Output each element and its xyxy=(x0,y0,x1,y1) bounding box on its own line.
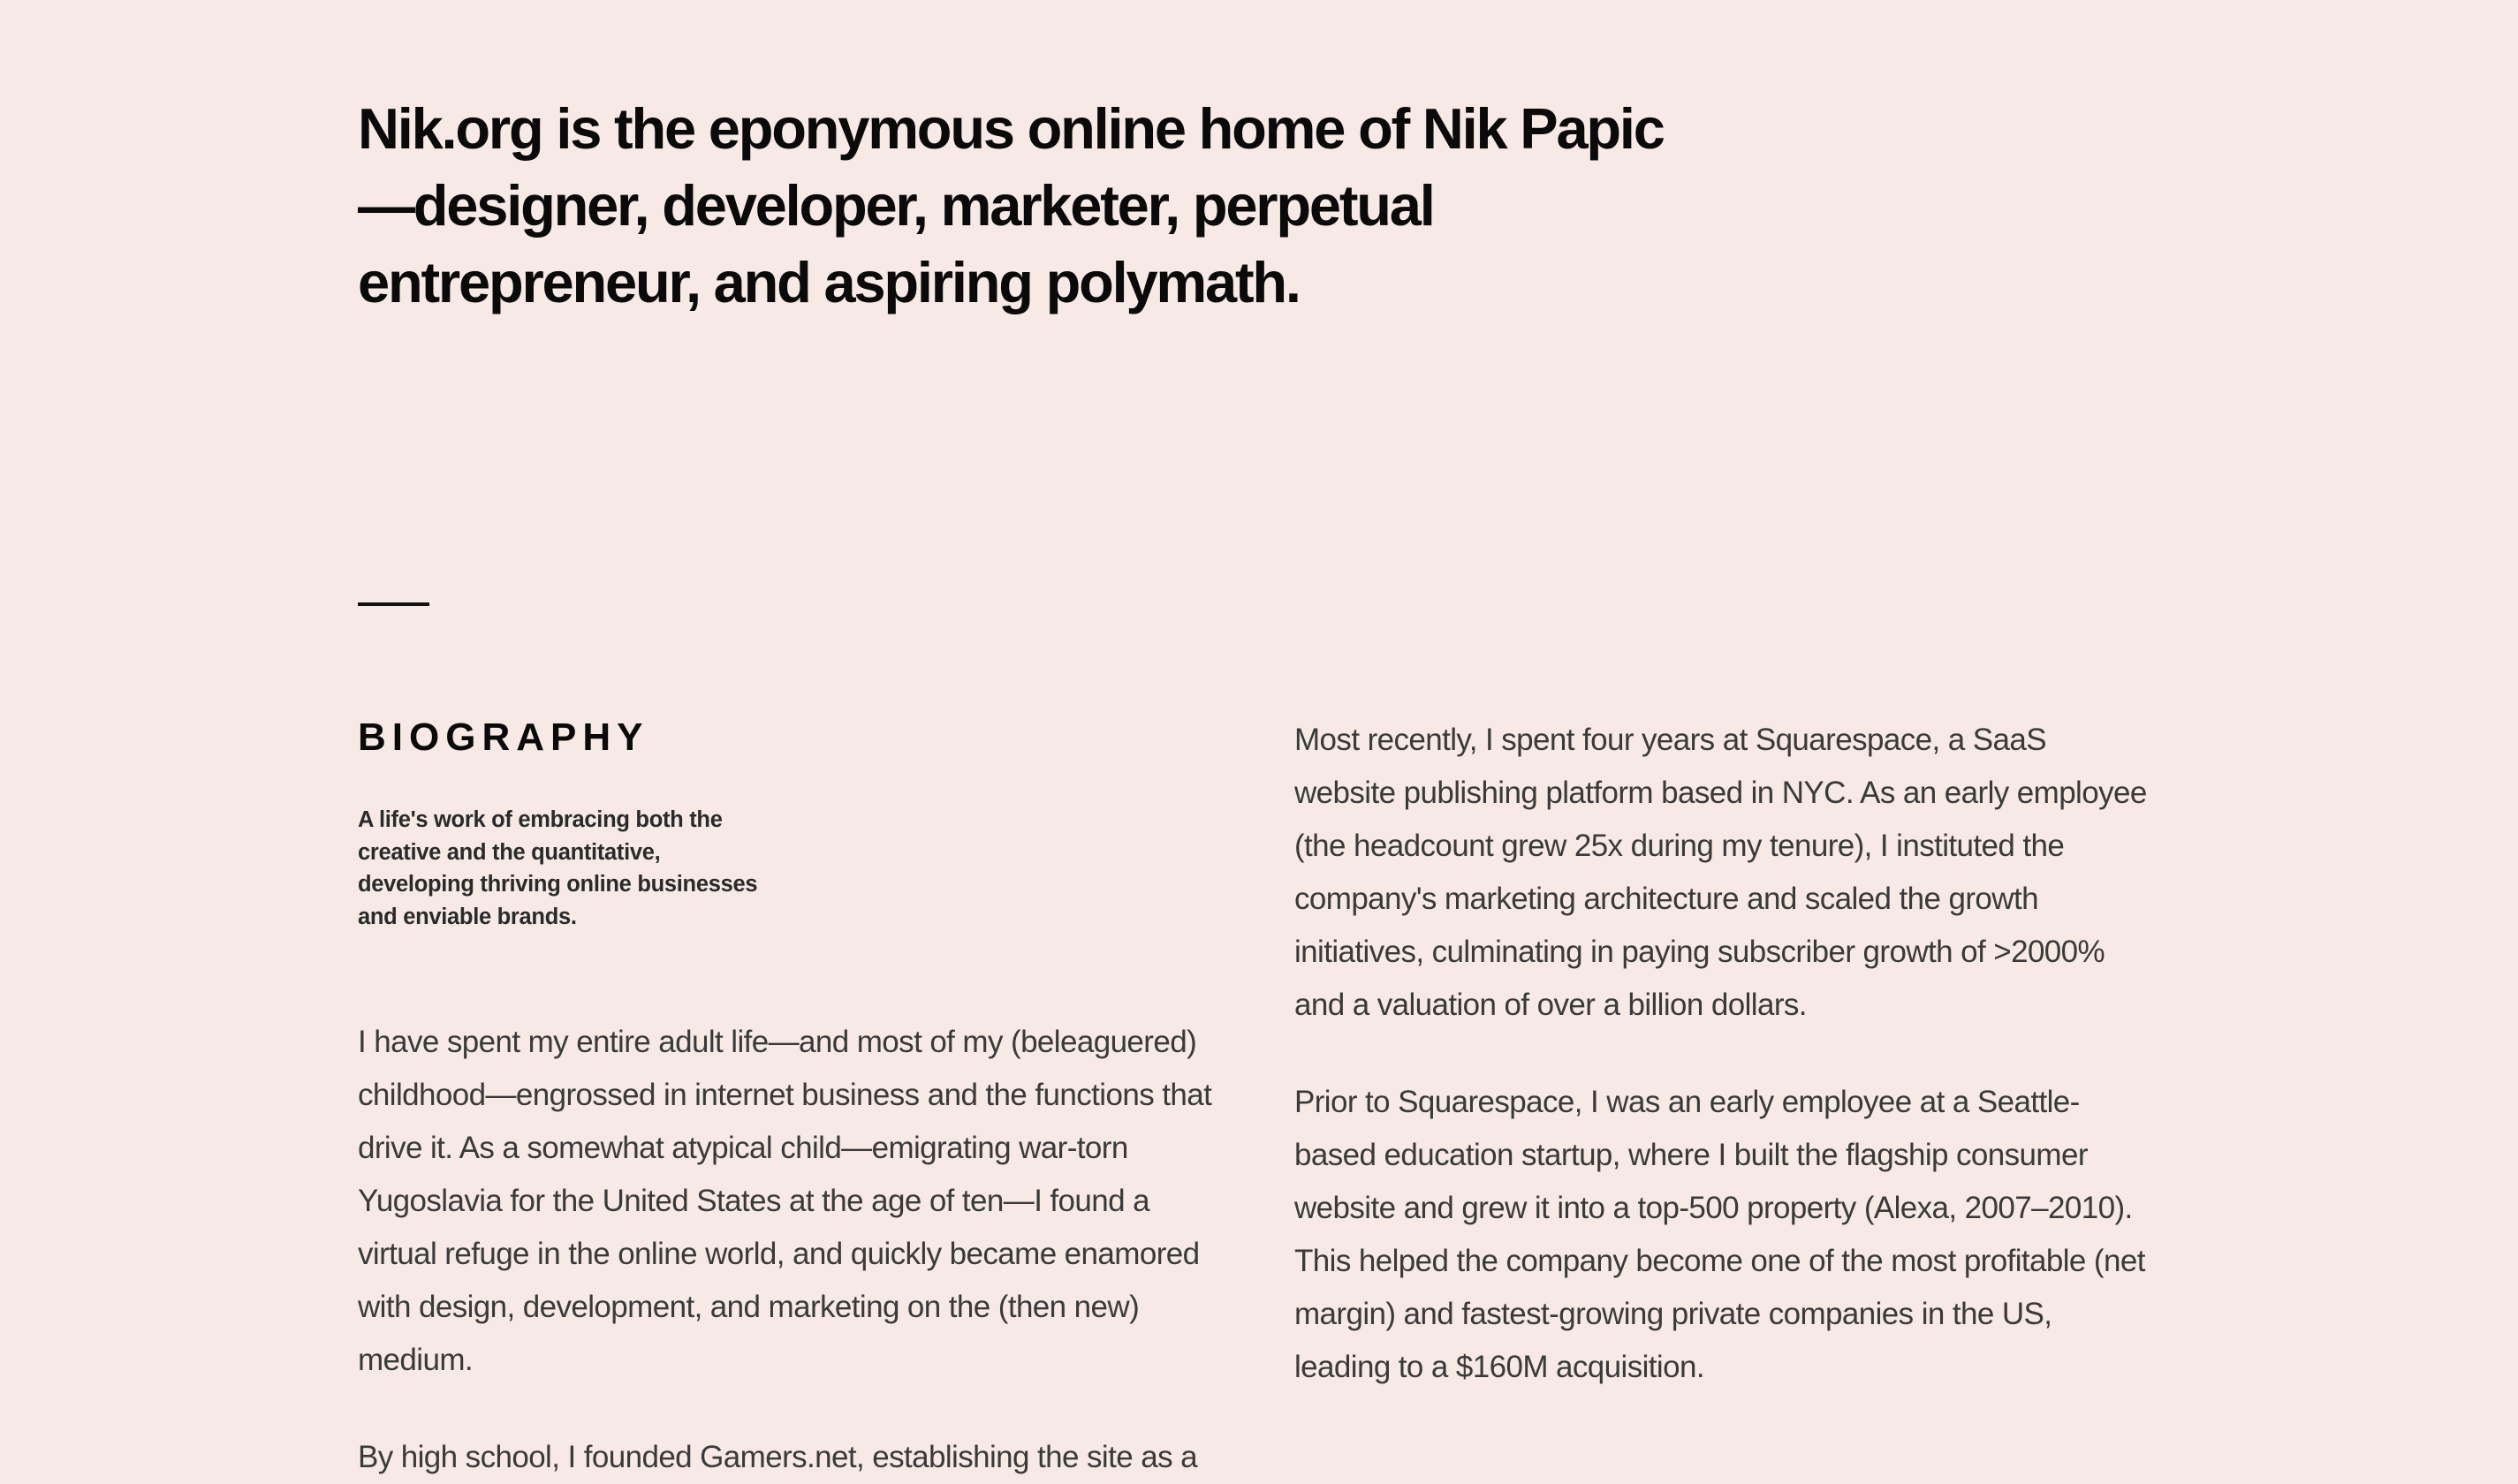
biography-left-column xyxy=(358,707,1241,1484)
hero-title: Nik.org is the eponymous online home of Nik Papic—designer, developer, marketer, perpetual entrepreneur, and aspiring polymath. xyxy=(358,96,1664,314)
bio-paragraph: By high school, I founded Gamers.net, establishing the site as a xyxy=(358,1440,1197,1474)
biography-heading: BIOGRAPHY xyxy=(358,716,649,759)
bio-paragraph: Most recently, I spent four years at Squarespace, a SaaS website publishing platform based in NYC. As an early employee (the headcount grew 25x during my tenure), I instituted the company's marketing architecture and scaled the growth initiatives, culminating in paying subscriber growth of >2000% and a valuation of over a billion dollars. xyxy=(1294,723,2147,1022)
bio-paragraph: I have spent my entire adult life—and most of my (beleaguered) childhood—engrossed in internet business and the functions that drive it. As a somewhat atypical child—emigrating war-torn Yugoslavia for the United States at the age of ten—I found a virtual refuge in the online world, and quickly became enamored with design, development, and marketing on the (then new) medium. xyxy=(358,1025,1212,1377)
biography-tagline: A life's work of embracing both the creative and the quantitative, developing thriving online businesses and enviable brands. xyxy=(358,807,758,929)
section-divider xyxy=(358,602,429,606)
bio-paragraph: Prior to Squarespace, I was an early employee at a Seattle-based education startup, where I built the flagship consumer website and grew it into a top-500 property (Alexa, 2007–2010). This helped the company become one of the most profitable (net margin) and fastest-growing private companies in the US, leading to a $160M acquisition. xyxy=(1294,1085,2145,1384)
biography-right-column xyxy=(1294,714,2151,1394)
